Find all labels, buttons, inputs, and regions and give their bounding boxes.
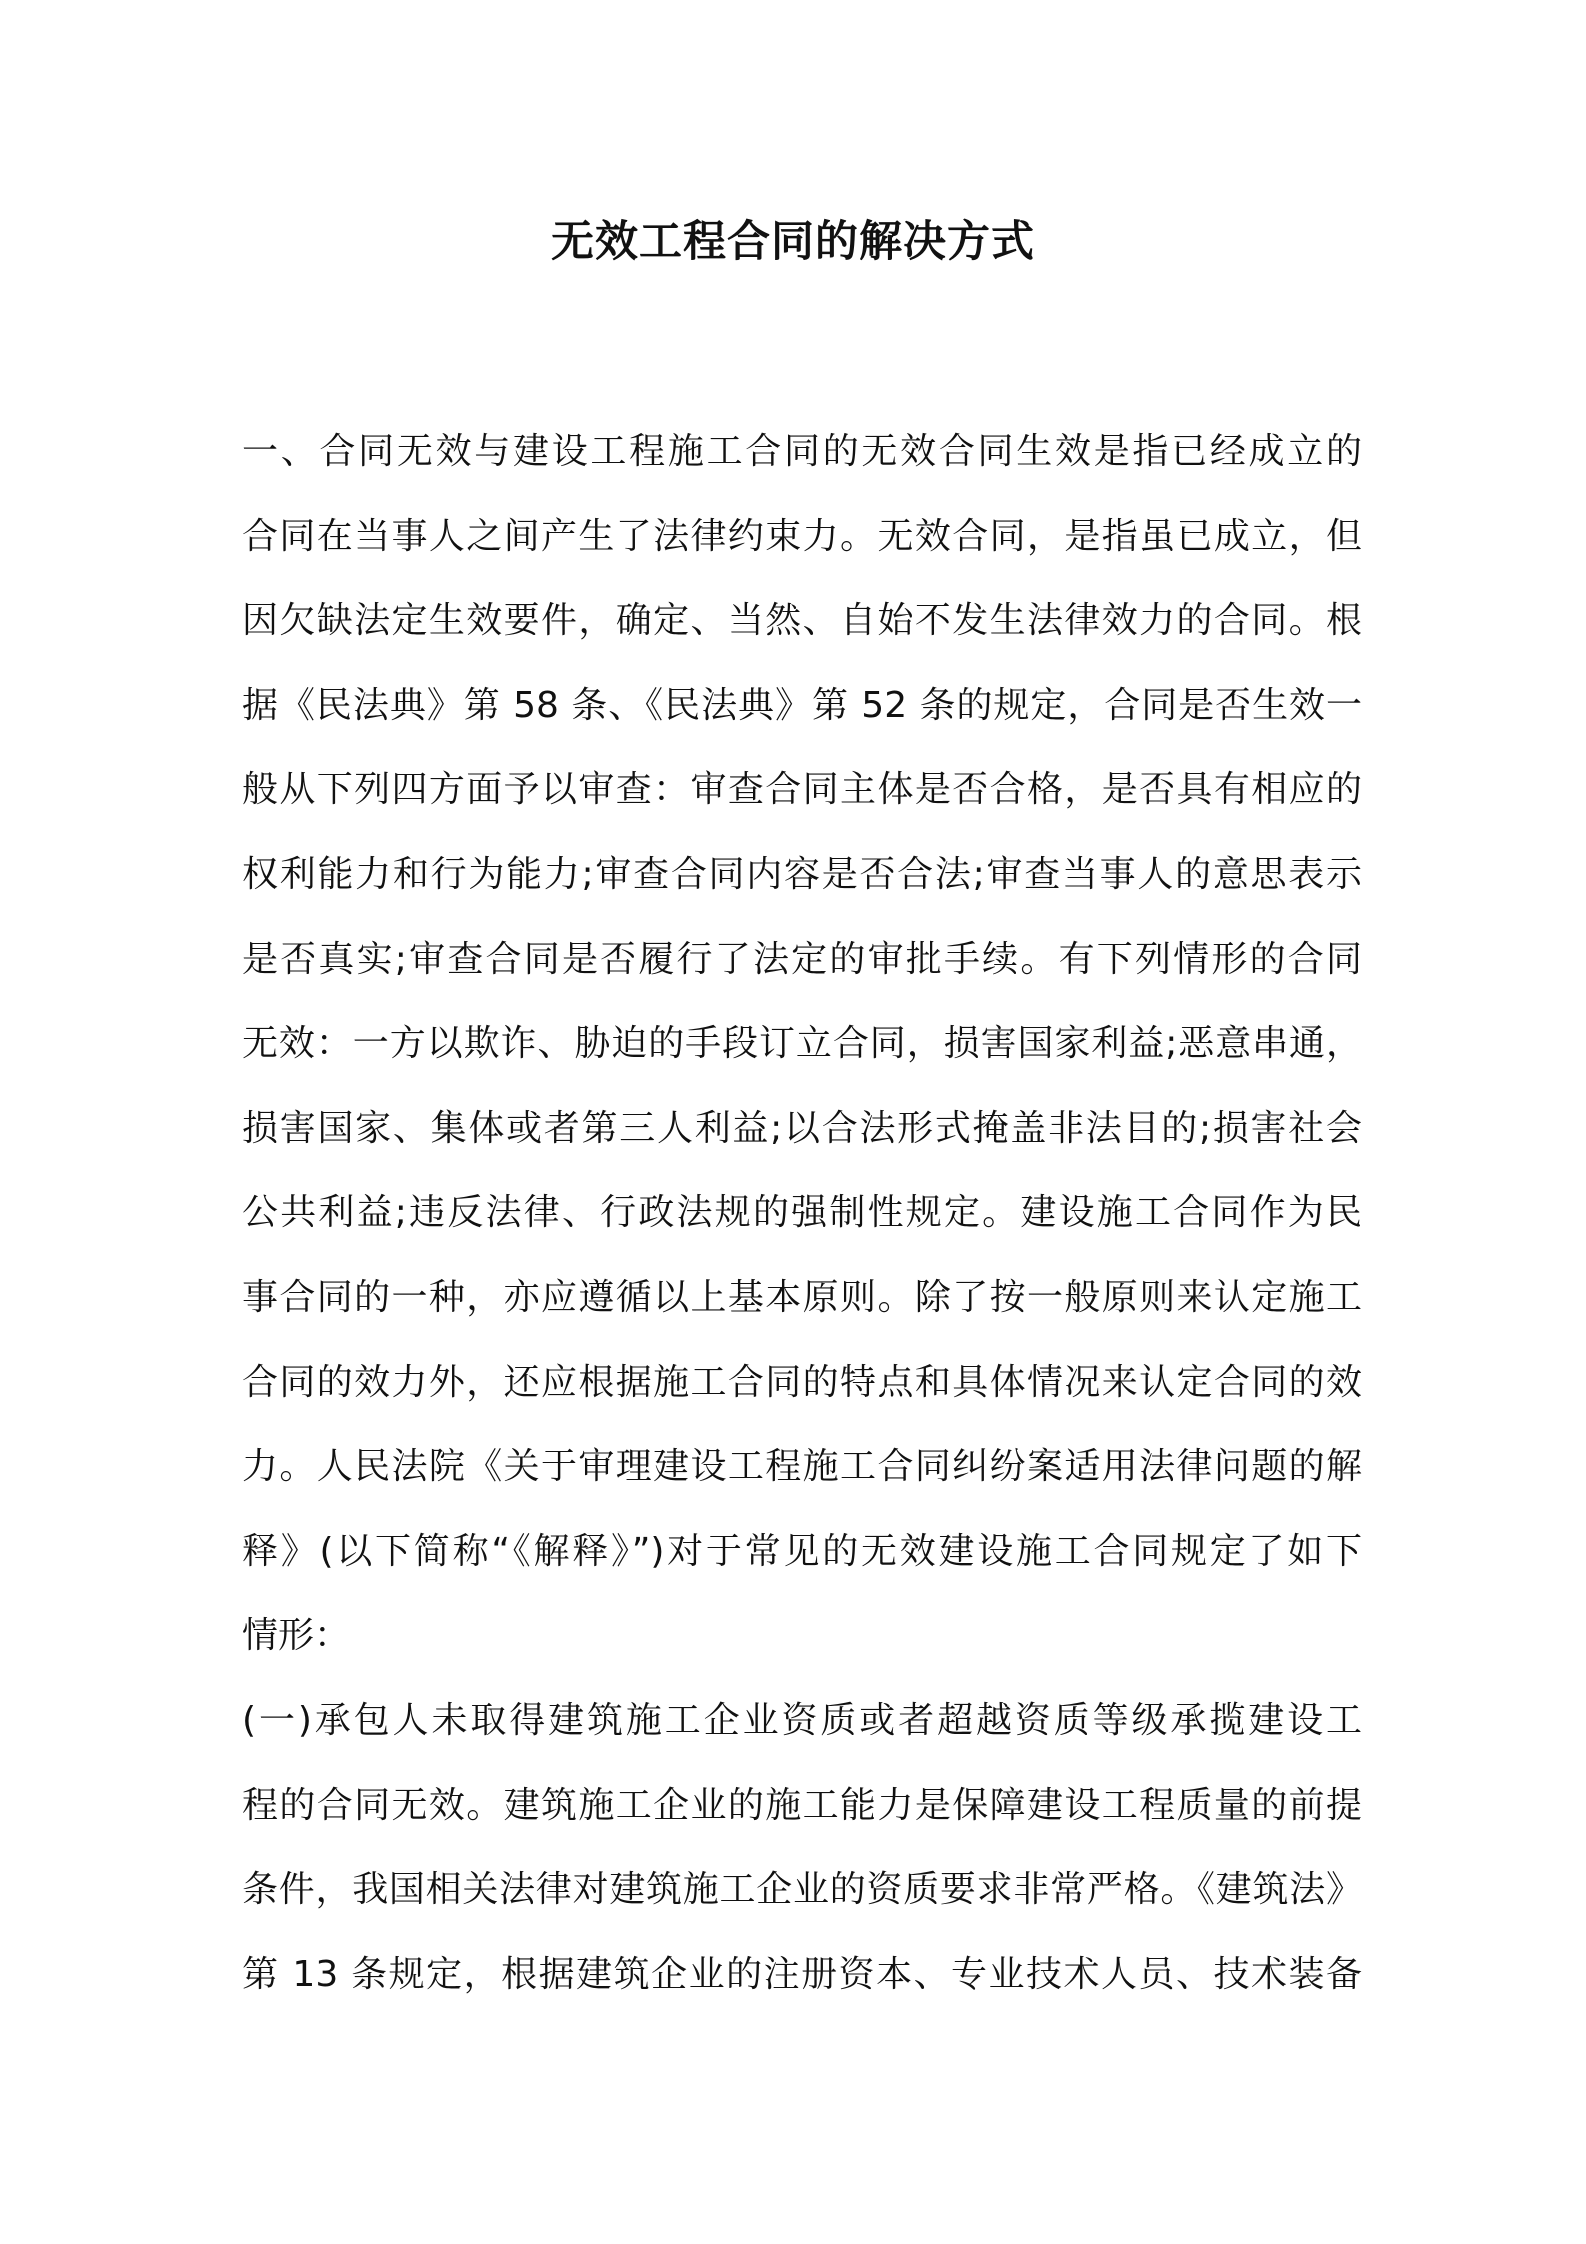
body-line: 事合同的一种，亦应遵循以上基本原则。除了按一般原则来认定施工 [242,1276,1362,1318]
body-line: 般从下列四方面予以审查：审查合同主体是否合格，是否具有相应的 [242,769,1362,811]
body-line: 合同的效力外，还应根据施工合同的特点和具体情况来认定合同的效 [242,1361,1362,1403]
body-line: 损害国家、集体或者第三人利益;以合法形式掩盖非法目的;损害社会 [242,1107,1362,1149]
body-line: 公共利益;违反法律、行政法规的强制性规定。建设施工合同作为民 [242,1192,1362,1234]
body-line: 是否真实;审查合同是否履行了法定的审批手续。有下列情形的合同 [242,938,1362,980]
body-line: 权利能力和行为能力;审查合同内容是否合法;审查当事人的意思表示 [242,853,1362,895]
document-body [242,410,1362,2017]
body-line: 合同在当事人之间产生了法律约束力。无效合同，是指虽已成立，但 [242,515,1362,557]
body-line: 据《民法典》第 58 条、《民法典》第 52 条的规定，合同是否生效一 [242,684,1362,726]
body-line: 释》(以下简称“《解释》”)对于常见的无效建设施工合同规定了如下 [242,1530,1362,1572]
body-line: 无效：一方以欺诈、胁迫的手段订立合同，损害国家利益;恶意串通， [242,1023,1362,1065]
body-line: 一、合同无效与建设工程施工合同的无效合同生效是指已经成立的 [242,431,1362,472]
document-title: 无效工程合同的解决方式 [551,217,1035,267]
body-line: 程的合同无效。建筑施工企业的施工能力是保障建设工程质量的前提 [242,1784,1362,1826]
body-line: 条件，我国相关法律对建筑施工企业的资质要求非常严格。《建筑法》 [242,1869,1362,1911]
body-line: 因欠缺法定生效要件，确定、当然、自始不发生法律效力的合同。根 [242,600,1362,642]
body-line: (一)承包人未取得建筑施工企业资质或者超越资质等级承揽建设工 [242,1699,1362,1741]
body-line: 力。人民法院《关于审理建设工程施工合同纠纷案适用法律问题的解 [242,1446,1362,1488]
body-line: 情形： [242,1615,351,1657]
body-line: 第 13 条规定，根据建筑企业的注册资本、专业技术人员、技术装备 [242,1953,1362,1995]
